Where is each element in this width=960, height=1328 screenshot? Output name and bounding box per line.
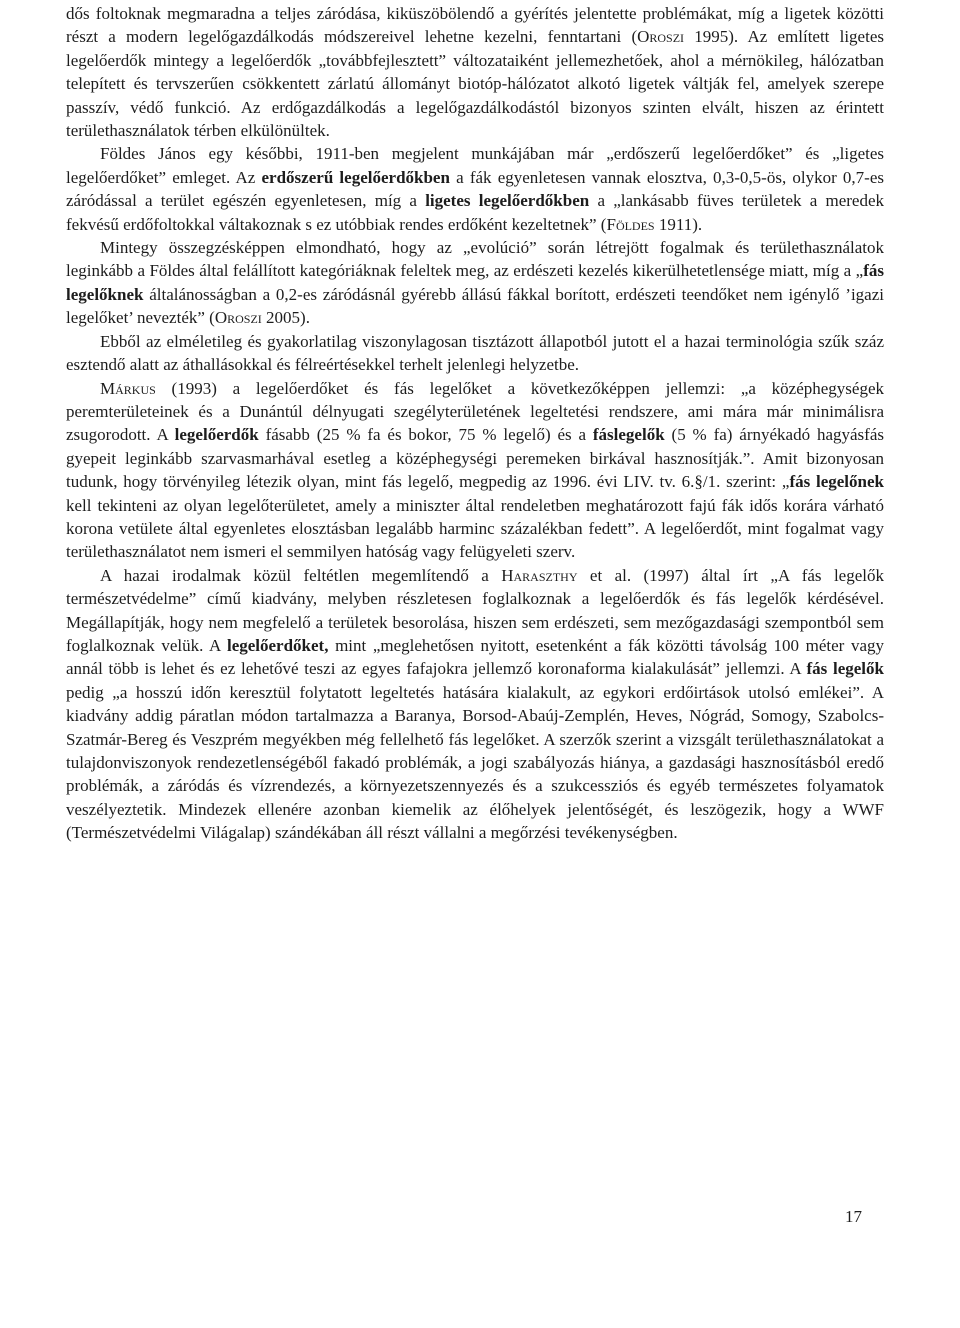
paragraph (66, 564, 884, 845)
text-run: fásabb (25 % fa és bokor, 75 % legelő) és a (258, 425, 593, 445)
text-run: Ebből az elméletileg és gyakorlatilag viszonylagosan tisztázott állapotból jutott el a hazai terminológia szűk száz esztendő alatt az áthallásokkal és félreértésekkel terhelt jelenlegi helyzetbe. (66, 331, 884, 375)
text-run: a „lankásabb füves területek a meredek fekvésű erdőfoltokkal váltakoznak s ez utóbbiak rendes erdőként kezeltetnek” ( (66, 191, 885, 234)
bold-term: erdőszerű legelőerdőkben (261, 167, 450, 187)
paragraph (66, 377, 884, 564)
text-run: A hazai irodalmak közül feltétlen megemlítendő a (100, 565, 502, 585)
bold-term: fáslegelők (592, 425, 665, 445)
text-run: általánosságban a 0,2-es záródásnál gyérebb állású fákkal borított, erdészeti teendőket nem igénylő ’igazi legelőket’ nevezték” ( (66, 284, 884, 328)
bold-term: ligetes legelőerdőkben (425, 191, 590, 211)
author-name: Márkus (100, 378, 156, 398)
bold-term: fás legelők (806, 659, 884, 679)
text-run: 1911). (654, 214, 703, 234)
text-run: 2005). (261, 308, 310, 328)
text-run: Mintegy összegzésképpen elmondható, hogy az „evolúció” során létrejött fogalmak és területhasználatok leginkább a Földes által felállított kategóriáknak feleltek meg, az erdészeti kezelés kikerülhetetlensége miatt, míg a „ (66, 238, 884, 281)
text-run: kell tekinteni az olyan legelőterületet, amely a miniszter által rendeletben meghatározott fajú fák idős korára várható korona vetülete által egyenletes elosztásban legalább harminc százalékban fedett”. A legelőerdőt, mint fogalmat vagy területhasználatot nem ismeri el semmilyen hatóság vagy felügyeleti szerv. (66, 495, 884, 562)
bold-term: fás legelőknek (66, 261, 884, 304)
text-run: et al. (1997) által írt „A fás legelők természetvédelme” című kiadvány, melyben részletesen foglalkoznak a legelőerdők és fás legelők kérdésével. Megállapítják, hogy nem megfelelő a területek besorolása, hiszen sem erdészeti, sem mezőgazdasági szempontból sem foglalkoznak velük. A (66, 565, 884, 655)
text-run: pedig „a hosszú időn keresztül folytatott legeltetés hatására kialakult, az egykori erdőirtások utolsó emlékei”. A kiadvány addig páratlan módon tartalmazza a Baranya, Borsod-Abaúj-Zemplén, Heves, Nógrád, Somogy, Szabolcs-Szatmár-Bereg és Veszprém megyékben még fellelhető fás legelőket. A szerzők szerint a vizsgált területhasználatokat a tulajdonviszonyok rendezetlenségéből fakadó problémák, a jogi szabályozás hiánya, a gazdasági hasznosításból eredő problémák, a záródás és vízrendezés, a környezetszennyezés és a szukcessziós és egyéb természetes folyamatok veszélyeztetik. Mindezek ellenére azonban kiemelik az élőhelyek jelentőségét, és leszögezik, hogy a WWF (Természetvédelmi Világalap) szándékában áll részt vállalni a megőrzési tevékenységben. (66, 682, 884, 843)
bold-term: fás legelőnek (789, 472, 884, 492)
author-name: Földes (606, 214, 655, 234)
text-run: dős foltoknak megmaradna a teljes záródása, kiküszöbölendő a gyérítés jelentette problémákat, míg a ligetek közötti részt a modern legelőgazdálkodás módszereivel lehetne kezelni, fenntartani ( (66, 4, 884, 47)
bold-term: legelőerdők (174, 425, 259, 445)
text-run: 1995). Az említett ligetes legelőerdők mintegy a legelőerdők „továbbfejlesztett” változataiként jellemezhetőek, ahol a mérnökileg, hálózatban telepített és tervszerűen csökkentett zárlatú állományt biotóp-hálózatot alkotó ligetek váltják fel, amelyek szerepe passzív, védő funkció. Az erdőgazdálkodás a legelőgazdálkodástól bizonyos szinten elvált, hiszen az érintett területhasználatok térben elkülönültek. (66, 27, 884, 141)
paragraph (66, 236, 884, 330)
author-name: Haraszthy (501, 565, 578, 585)
paragraph (66, 142, 884, 236)
paragraph (66, 330, 884, 377)
text-run: mint „meglehetősen nyitott, esetenként a fák közötti távolság 100 méter vagy annál több is lehet és ez lehetővé teszi az egyes fafajokra jellemző koronaforma kialakulását” jellemzi. A (66, 635, 884, 679)
author-name: Oroszi (637, 27, 685, 47)
text-run: (1993) a legelőerdőket és fás legelőket a következőképpen jellemzi: „a középhegységek peremterületeinek és a Dunántúl délnyugati szegélyterületének legeltetési rendszere, ami mára már minimálisra zsugorodott. A (66, 378, 884, 445)
page-number: 17 (845, 1207, 862, 1226)
bold-term: legelőerdőket, (226, 635, 329, 655)
text-run: (5 % fa) árnyékadó hagyásfás gyepeit leginkább szarvasmarhával esetleg a középhegységi peremeken birkával hasznosítják.”. Amit bizonyosan tudunk, hogy törvényileg létezik olyan, mint fás legelő, megpedig az 1996. évi LIV. tv. 6.§/1. szerint: „ (66, 425, 884, 492)
page-body (66, 2, 884, 845)
text-run: a fák egyenletesen vannak elosztva, 0,3-0,5-ös, olykor 0,7-es záródással a terület egészén egyenletesen, míg a (66, 167, 885, 211)
author-name: Oroszi (214, 308, 262, 328)
text-run: Földes János egy későbbi, 1911-ben megjelent munkájában már „erdőszerű legelőerdőket” és „ligetes legelőerdőket” emleget. Az (66, 144, 884, 187)
paragraph (66, 2, 884, 142)
